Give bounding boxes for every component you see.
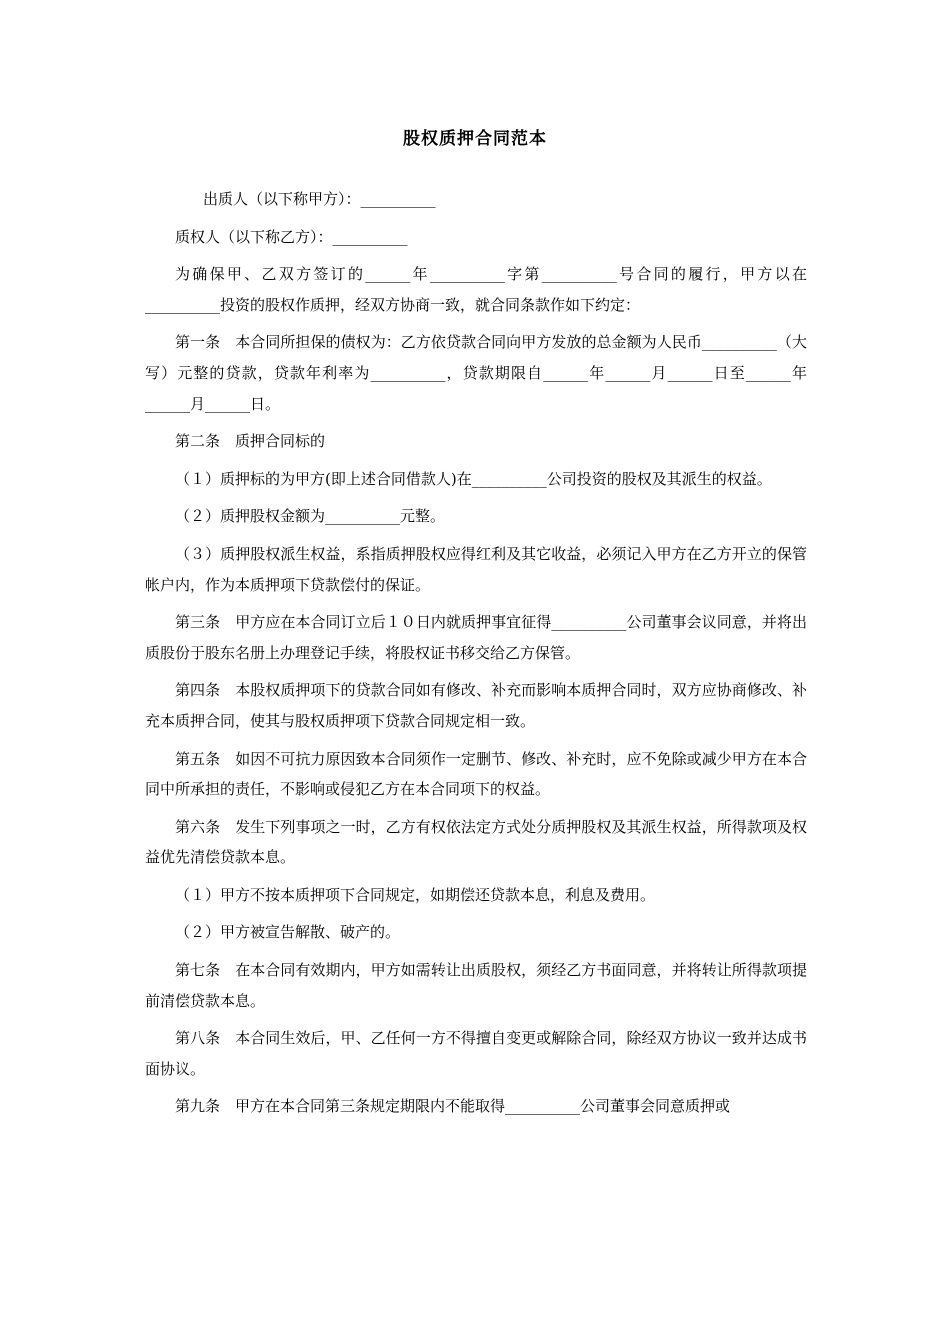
paragraph-preamble: 为确保甲、乙双方签订的______年__________字第__________号合同的履行，甲方以在__________投资的股权作质押，经双方协商一致，就合同条款作如下约定： [145, 265, 807, 314]
paragraph-article-7: 第七条 在本合同有效期内，甲方如需转让出质股权，须经乙方书面同意，并将转让所得款项提前清偿贷款本息。 [145, 961, 807, 1010]
paragraph-article-9: 第九条 甲方在本合同第三条规定期限内不能取得__________公司董事会同意质押或 [175, 1097, 731, 1116]
paragraph-article-3: 第三条 甲方应在本合同订立后１０日内就质押事宜征得__________公司董事会议同意，并将出质股份于股东名册上办理登记手续，将股权证书移交给乙方保管。 [145, 613, 807, 662]
paragraph-article-6-item-1: （１）甲方不按本质押项下合同规定，如期偿还贷款本息，利息及费用。 [175, 885, 656, 904]
paragraph-article-1: 第一条 本合同所担保的债权为：乙方依贷款合同向甲方发放的总金额为人民币__________（大写）元整的贷款，贷款年利率为__________，贷款期限自______年______月______日至______年______月______日。 [145, 333, 807, 413]
document-title: 股权质押合同范本 [403, 129, 547, 149]
paragraph-article-2: 第二条 质押合同标的 [175, 432, 326, 451]
paragraph-article-4: 第四条 本股权质押项下的贷款合同如有修改、补充而影响本质押合同时，双方应协商修改、补充本质押合同，使其与股权质押项下贷款合同规定相一致。 [145, 681, 807, 730]
paragraph-pledgee: 质权人（以下称乙方）：__________ [175, 227, 408, 246]
paragraph-article-2-item-3: （３）质押股权派生权益，系指质押股权应得红利及其它收益，必须记入甲方在乙方开立的保管帐户内，作为本质押项下贷款偿付的保证。 [145, 544, 807, 594]
paragraph-article-2-item-1: （１）质押标的为甲方(即上述合同借款人)在__________公司投资的股权及其派生的权益。 [175, 469, 772, 488]
paragraph-article-6-item-2: （２）甲方被宣告解散、破产的。 [175, 923, 401, 942]
paragraph-article-5: 第五条 如因不可抗力原因致本合同须作一定删节、修改、补充时，应不免除或减少甲方在本合同中所承担的责任，不影响或侵犯乙方在本合同项下的权益。 [145, 749, 807, 799]
paragraph-article-2-item-2: （２）质押股权金额为__________元整。 [175, 507, 446, 526]
document-body [145, 184, 807, 1129]
paragraph-pledgor: 出质人（以下称甲方）：__________ [203, 190, 436, 208]
paragraph-article-6: 第六条 发生下列事项之一时，乙方有权依法定方式处分质押股权及其派生权益，所得款项及权益优先清偿贷款本息。 [145, 817, 807, 867]
paragraph-article-8: 第八条 本合同生效后，甲、乙任何一方不得擅自变更或解除合同，除经双方协议一致并达成书面协议。 [145, 1029, 807, 1078]
